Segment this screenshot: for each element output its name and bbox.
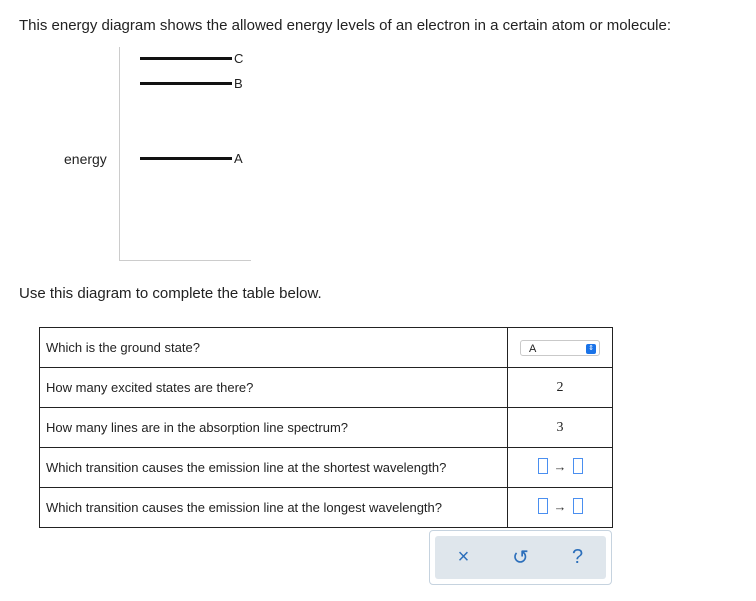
undo-icon: ↺ bbox=[512, 547, 529, 569]
energy-level-b-label: B bbox=[234, 76, 243, 91]
question-shortest-wavelength: Which transition causes the emission line at the shortest wavelength? bbox=[40, 448, 508, 488]
right-arrow-icon: → bbox=[553, 498, 567, 514]
table-row bbox=[40, 328, 613, 368]
answer-toolbar bbox=[429, 530, 612, 585]
question-table bbox=[39, 327, 613, 528]
select-chevron-icon: ⇕ bbox=[586, 344, 596, 354]
energy-axis bbox=[119, 47, 120, 261]
clear-button[interactable] bbox=[449, 543, 479, 573]
table-row bbox=[40, 488, 613, 528]
question-longest-wavelength: Which transition causes the emission line at the longest wavelength? bbox=[40, 488, 508, 528]
instruction-text: Use this diagram to complete the table below. bbox=[19, 285, 322, 302]
ground-state-select[interactable] bbox=[520, 340, 600, 356]
energy-level-b-line bbox=[140, 82, 232, 85]
energy-level-a-label: A bbox=[234, 151, 243, 166]
question-absorption-lines: How many lines are in the absorption line spectrum? bbox=[40, 408, 508, 448]
help-icon: ? bbox=[571, 546, 584, 568]
baseline-axis bbox=[119, 260, 251, 261]
energy-level-c-label: C bbox=[234, 51, 244, 66]
shortest-wavelength-transition bbox=[538, 458, 583, 474]
table-row bbox=[40, 408, 613, 448]
energy-axis-label: energy bbox=[64, 151, 107, 167]
undo-button[interactable] bbox=[506, 543, 536, 573]
ground-state-selected-value: A bbox=[529, 342, 537, 355]
energy-level-a-line bbox=[140, 157, 232, 160]
right-arrow-icon: → bbox=[553, 458, 567, 474]
longest-to-box[interactable] bbox=[573, 498, 583, 514]
energy-level-c-line bbox=[140, 57, 232, 60]
table-row bbox=[40, 448, 613, 488]
longest-wavelength-transition bbox=[538, 498, 583, 514]
shortest-from-box[interactable] bbox=[538, 458, 548, 474]
help-button[interactable] bbox=[563, 543, 593, 573]
intro-text: This energy diagram shows the allowed energy levels of an electron in a certain atom or molecule: bbox=[19, 17, 672, 34]
longest-from-box[interactable] bbox=[538, 498, 548, 514]
question-ground-state: Which is the ground state? bbox=[40, 328, 508, 368]
question-excited-states: How many excited states are there? bbox=[40, 368, 508, 408]
close-icon: × bbox=[457, 546, 470, 568]
excited-states-answer[interactable]: 2 bbox=[556, 380, 564, 395]
absorption-lines-answer[interactable]: 3 bbox=[556, 420, 564, 435]
shortest-to-box[interactable] bbox=[573, 458, 583, 474]
table-row bbox=[40, 368, 613, 408]
energy-diagram bbox=[0, 0, 300, 270]
